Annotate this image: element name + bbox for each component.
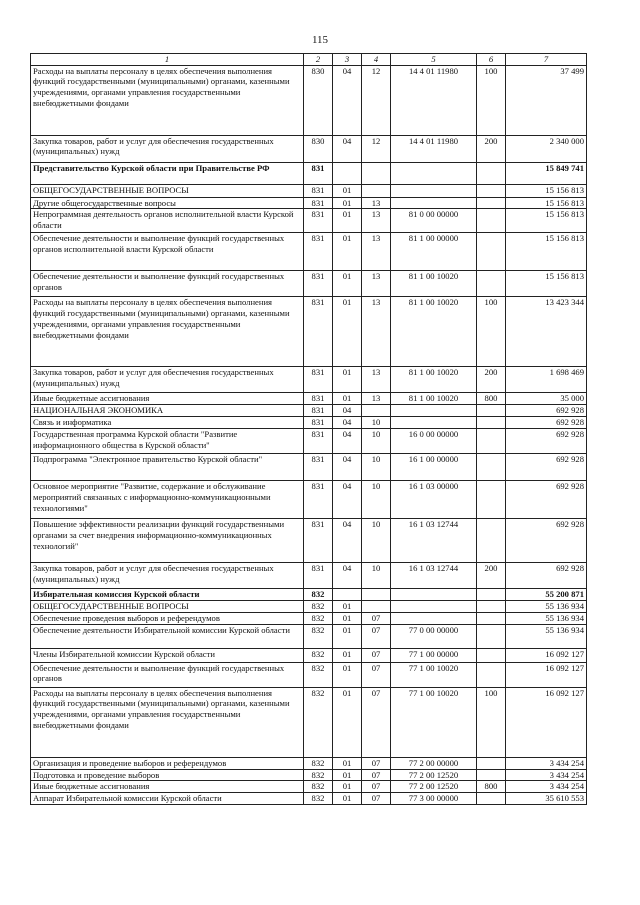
expense-type-code <box>477 769 506 781</box>
column-number: 3 <box>333 54 362 66</box>
section-code: 04 <box>333 481 362 519</box>
expense-type-code <box>477 589 506 601</box>
subsection-code: 07 <box>362 687 391 757</box>
subsection-code: 13 <box>362 233 391 271</box>
expense-type-code <box>477 481 506 519</box>
section-code: 04 <box>333 454 362 481</box>
table-row <box>31 769 587 781</box>
row-name: Подпрограмма "Электронное правительство Курской области" <box>31 454 304 481</box>
column-number: 2 <box>304 54 333 66</box>
target-article-code: 81 1 00 10020 <box>391 393 477 405</box>
section-code: 01 <box>333 662 362 687</box>
table-row <box>31 184 587 197</box>
row-name: Иные бюджетные ассигнования <box>31 781 304 793</box>
row-name: Государственная программа Курской области "Развитие информационного общества в Курской области" <box>31 429 304 454</box>
table-row <box>31 367 587 393</box>
expense-type-code <box>477 405 506 417</box>
target-article-code <box>391 601 477 613</box>
row-name: ОБЩЕГОСУДАРСТВЕННЫЕ ВОПРОСЫ <box>31 184 304 197</box>
section-code: 01 <box>333 197 362 209</box>
amount: 2 340 000 <box>506 135 587 162</box>
grbs-code: 831 <box>304 367 333 393</box>
row-name: Непрограммная деятельность органов исполнительной власти Курской области <box>31 209 304 233</box>
subsection-code: 07 <box>362 648 391 662</box>
table-row <box>31 271 587 297</box>
amount: 692 928 <box>506 429 587 454</box>
amount: 37 499 <box>506 65 587 135</box>
grbs-code: 832 <box>304 612 333 624</box>
row-name: Обеспечение проведения выборов и референдумов <box>31 612 304 624</box>
row-name: Обеспечение деятельности Избирательной комиссии Курской области <box>31 624 304 648</box>
subsection-code: 10 <box>362 563 391 589</box>
subsection-code <box>362 405 391 417</box>
amount: 16 092 127 <box>506 687 587 757</box>
grbs-code: 832 <box>304 769 333 781</box>
subsection-code: 07 <box>362 757 391 769</box>
table-row <box>31 429 587 454</box>
subsection-code: 13 <box>362 297 391 367</box>
target-article-code: 77 2 00 00000 <box>391 757 477 769</box>
expense-type-code <box>477 454 506 481</box>
amount: 692 928 <box>506 481 587 519</box>
section-code <box>333 162 362 184</box>
target-article-code <box>391 589 477 601</box>
target-article-code: 77 1 00 10020 <box>391 687 477 757</box>
budget-table <box>30 53 587 805</box>
target-article-code: 77 2 00 12520 <box>391 769 477 781</box>
section-code: 01 <box>333 184 362 197</box>
grbs-code: 831 <box>304 297 333 367</box>
grbs-code: 831 <box>304 417 333 429</box>
subsection-code <box>362 601 391 613</box>
target-article-code: 16 0 00 00000 <box>391 429 477 454</box>
amount: 3 434 254 <box>506 757 587 769</box>
row-name: ОБЩЕГОСУДАРСТВЕННЫЕ ВОПРОСЫ <box>31 601 304 613</box>
row-name: Связь и информатика <box>31 417 304 429</box>
section-code: 01 <box>333 601 362 613</box>
section-code: 01 <box>333 793 362 805</box>
grbs-code: 831 <box>304 271 333 297</box>
amount: 55 136 934 <box>506 612 587 624</box>
row-name: Обеспечение деятельности и выполнение функций государственных органов <box>31 662 304 687</box>
section-code: 01 <box>333 624 362 648</box>
table-row <box>31 757 587 769</box>
row-name: Расходы на выплаты персоналу в целях обеспечения выполнения функций государственными (муниципальными) органами, казенными учреждениями, органами управления государственными внебюджетными фондами <box>31 687 304 757</box>
expense-type-code <box>477 429 506 454</box>
expense-type-code: 800 <box>477 393 506 405</box>
expense-type-code <box>477 624 506 648</box>
table-row <box>31 793 587 805</box>
grbs-code: 831 <box>304 563 333 589</box>
amount: 15 156 813 <box>506 271 587 297</box>
expense-type-code: 800 <box>477 781 506 793</box>
table-row <box>31 297 587 367</box>
row-name: Избирательная комиссия Курской области <box>31 589 304 601</box>
target-article-code: 77 1 00 10020 <box>391 662 477 687</box>
subsection-code: 13 <box>362 393 391 405</box>
expense-type-code: 200 <box>477 135 506 162</box>
section-code: 01 <box>333 297 362 367</box>
grbs-code: 831 <box>304 233 333 271</box>
grbs-code: 832 <box>304 589 333 601</box>
grbs-code: 831 <box>304 209 333 233</box>
table-row <box>31 405 587 417</box>
table-row <box>31 612 587 624</box>
grbs-code: 830 <box>304 135 333 162</box>
row-name: Подготовка и проведение выборов <box>31 769 304 781</box>
subsection-code: 10 <box>362 454 391 481</box>
table-row <box>31 197 587 209</box>
expense-type-code: 100 <box>477 687 506 757</box>
target-article-code <box>391 162 477 184</box>
grbs-code: 832 <box>304 624 333 648</box>
target-article-code: 81 1 00 00000 <box>391 233 477 271</box>
row-name: Обеспечение деятельности и выполнение функций государственных органов <box>31 271 304 297</box>
table-row <box>31 162 587 184</box>
table-row <box>31 563 587 589</box>
target-article-code <box>391 197 477 209</box>
row-name: Представительство Курской области при Правительстве РФ <box>31 162 304 184</box>
subsection-code: 12 <box>362 65 391 135</box>
subsection-code: 12 <box>362 135 391 162</box>
table-row <box>31 135 587 162</box>
section-code: 04 <box>333 135 362 162</box>
target-article-code: 77 2 00 12520 <box>391 781 477 793</box>
subsection-code: 10 <box>362 417 391 429</box>
target-article-code: 14 4 01 11980 <box>391 65 477 135</box>
amount: 1 698 469 <box>506 367 587 393</box>
target-article-code: 14 4 01 11980 <box>391 135 477 162</box>
subsection-code: 07 <box>362 769 391 781</box>
expense-type-code <box>477 519 506 563</box>
table-row <box>31 393 587 405</box>
table-row <box>31 589 587 601</box>
expense-type-code <box>477 662 506 687</box>
section-code <box>333 589 362 601</box>
grbs-code: 831 <box>304 162 333 184</box>
amount: 692 928 <box>506 454 587 481</box>
grbs-code: 832 <box>304 662 333 687</box>
subsection-code: 07 <box>362 662 391 687</box>
table-row <box>31 454 587 481</box>
grbs-code: 832 <box>304 601 333 613</box>
subsection-code: 07 <box>362 781 391 793</box>
amount: 55 200 871 <box>506 589 587 601</box>
column-number: 4 <box>362 54 391 66</box>
table-row <box>31 624 587 648</box>
section-code: 01 <box>333 648 362 662</box>
row-name: Основное мероприятие "Развитие, содержание и обслуживание мероприятий связанных с информационно-коммуникационными технологиями" <box>31 481 304 519</box>
grbs-code: 831 <box>304 197 333 209</box>
grbs-code: 831 <box>304 393 333 405</box>
target-article-code: 16 1 03 00000 <box>391 481 477 519</box>
row-name: Расходы на выплаты персоналу в целях обеспечения выполнения функций государственными (муниципальными) органами, казенными учреждениями, органами управления государственными внебюджетными фондами <box>31 65 304 135</box>
row-name: Организация и проведение выборов и референдумов <box>31 757 304 769</box>
subsection-code: 13 <box>362 197 391 209</box>
target-article-code: 16 1 03 12744 <box>391 519 477 563</box>
amount: 3 434 254 <box>506 769 587 781</box>
section-code: 01 <box>333 769 362 781</box>
column-number: 6 <box>477 54 506 66</box>
table-row <box>31 65 587 135</box>
table-row <box>31 687 587 757</box>
expense-type-code: 100 <box>477 297 506 367</box>
section-code: 01 <box>333 757 362 769</box>
expense-type-code: 200 <box>477 367 506 393</box>
amount: 35 610 553 <box>506 793 587 805</box>
table-row <box>31 481 587 519</box>
grbs-code: 831 <box>304 429 333 454</box>
table-row <box>31 233 587 271</box>
expense-type-code: 100 <box>477 65 506 135</box>
target-article-code: 81 0 00 00000 <box>391 209 477 233</box>
expense-type-code <box>477 757 506 769</box>
grbs-code: 832 <box>304 781 333 793</box>
target-article-code: 16 1 03 12744 <box>391 563 477 589</box>
table-row <box>31 662 587 687</box>
amount: 692 928 <box>506 405 587 417</box>
grbs-code: 832 <box>304 793 333 805</box>
section-code: 01 <box>333 393 362 405</box>
column-number: 5 <box>391 54 477 66</box>
target-article-code: 81 1 00 10020 <box>391 297 477 367</box>
row-name: Закупка товаров, работ и услуг для обеспечения государственных (муниципальных) нужд <box>31 135 304 162</box>
expense-type-code <box>477 417 506 429</box>
section-code: 01 <box>333 781 362 793</box>
subsection-code: 13 <box>362 209 391 233</box>
amount: 55 136 934 <box>506 601 587 613</box>
subsection-code: 13 <box>362 271 391 297</box>
expense-type-code <box>477 209 506 233</box>
row-name: Аппарат Избирательной комиссии Курской области <box>31 793 304 805</box>
expense-type-code <box>477 612 506 624</box>
section-code: 04 <box>333 519 362 563</box>
section-code: 04 <box>333 65 362 135</box>
subsection-code <box>362 162 391 184</box>
target-article-code: 77 0 00 00000 <box>391 624 477 648</box>
target-article-code: 81 1 00 10020 <box>391 367 477 393</box>
column-number-row <box>31 54 587 66</box>
row-name: Закупка товаров, работ и услуг для обеспечения государственных (муниципальных) нужд <box>31 563 304 589</box>
column-number: 7 <box>506 54 587 66</box>
grbs-code: 831 <box>304 481 333 519</box>
subsection-code <box>362 589 391 601</box>
amount: 692 928 <box>506 417 587 429</box>
subsection-code: 10 <box>362 519 391 563</box>
amount: 692 928 <box>506 563 587 589</box>
amount: 15 156 813 <box>506 209 587 233</box>
amount: 55 136 934 <box>506 624 587 648</box>
section-code: 01 <box>333 271 362 297</box>
target-article-code: 16 1 00 00000 <box>391 454 477 481</box>
expense-type-code: 200 <box>477 563 506 589</box>
section-code: 01 <box>333 233 362 271</box>
grbs-code: 831 <box>304 519 333 563</box>
target-article-code: 77 1 00 00000 <box>391 648 477 662</box>
section-code: 01 <box>333 612 362 624</box>
expense-type-code <box>477 271 506 297</box>
table-row <box>31 519 587 563</box>
row-name: Члены Избирательной комиссии Курской области <box>31 648 304 662</box>
grbs-code: 830 <box>304 65 333 135</box>
section-code: 01 <box>333 687 362 757</box>
table-row <box>31 417 587 429</box>
row-name: Другие общегосударственные вопросы <box>31 197 304 209</box>
section-code: 04 <box>333 429 362 454</box>
target-article-code: 77 3 00 00000 <box>391 793 477 805</box>
section-code: 04 <box>333 417 362 429</box>
expense-type-code <box>477 233 506 271</box>
column-number: 1 <box>31 54 304 66</box>
expense-type-code <box>477 793 506 805</box>
section-code: 04 <box>333 405 362 417</box>
expense-type-code <box>477 601 506 613</box>
subsection-code: 10 <box>362 481 391 519</box>
row-name: Повышение эффективности реализации функций государственными органами за счет внедрения информационно-коммуникационных технологий" <box>31 519 304 563</box>
row-name: Иные бюджетные ассигнования <box>31 393 304 405</box>
expense-type-code <box>477 197 506 209</box>
section-code: 04 <box>333 563 362 589</box>
amount: 15 156 813 <box>506 184 587 197</box>
expense-type-code <box>477 184 506 197</box>
amount: 692 928 <box>506 519 587 563</box>
table-row <box>31 781 587 793</box>
grbs-code: 832 <box>304 687 333 757</box>
grbs-code: 831 <box>304 454 333 481</box>
target-article-code <box>391 612 477 624</box>
target-article-code <box>391 184 477 197</box>
grbs-code: 832 <box>304 648 333 662</box>
section-code: 01 <box>333 209 362 233</box>
amount: 3 434 254 <box>506 781 587 793</box>
page-number: 115 <box>311 34 329 46</box>
amount: 13 423 344 <box>506 297 587 367</box>
table-row <box>31 648 587 662</box>
expense-type-code <box>477 648 506 662</box>
amount: 16 092 127 <box>506 662 587 687</box>
amount: 15 849 741 <box>506 162 587 184</box>
grbs-code: 831 <box>304 184 333 197</box>
amount: 15 156 813 <box>506 197 587 209</box>
subsection-code <box>362 184 391 197</box>
row-name: Обеспечение деятельности и выполнение функций государственных органов исполнительной власти Курской области <box>31 233 304 271</box>
target-article-code <box>391 417 477 429</box>
grbs-code: 832 <box>304 757 333 769</box>
amount: 15 156 813 <box>506 233 587 271</box>
amount: 35 000 <box>506 393 587 405</box>
section-code: 01 <box>333 367 362 393</box>
subsection-code: 07 <box>362 612 391 624</box>
row-name: Закупка товаров, работ и услуг для обеспечения государственных (муниципальных) нужд <box>31 367 304 393</box>
target-article-code <box>391 405 477 417</box>
row-name: Расходы на выплаты персоналу в целях обеспечения выполнения функций государственными (муниципальными) органами, казенными учреждениями, органами управления государственными внебюджетными фондами <box>31 297 304 367</box>
table-row <box>31 601 587 613</box>
table-body <box>31 65 587 804</box>
expense-type-code <box>477 162 506 184</box>
subsection-code: 10 <box>362 429 391 454</box>
row-name: НАЦИОНАЛЬНАЯ ЭКОНОМИКА <box>31 405 304 417</box>
table-row <box>31 209 587 233</box>
target-article-code: 81 1 00 10020 <box>391 271 477 297</box>
amount: 16 092 127 <box>506 648 587 662</box>
subsection-code: 07 <box>362 624 391 648</box>
grbs-code: 831 <box>304 405 333 417</box>
subsection-code: 13 <box>362 367 391 393</box>
subsection-code: 07 <box>362 793 391 805</box>
